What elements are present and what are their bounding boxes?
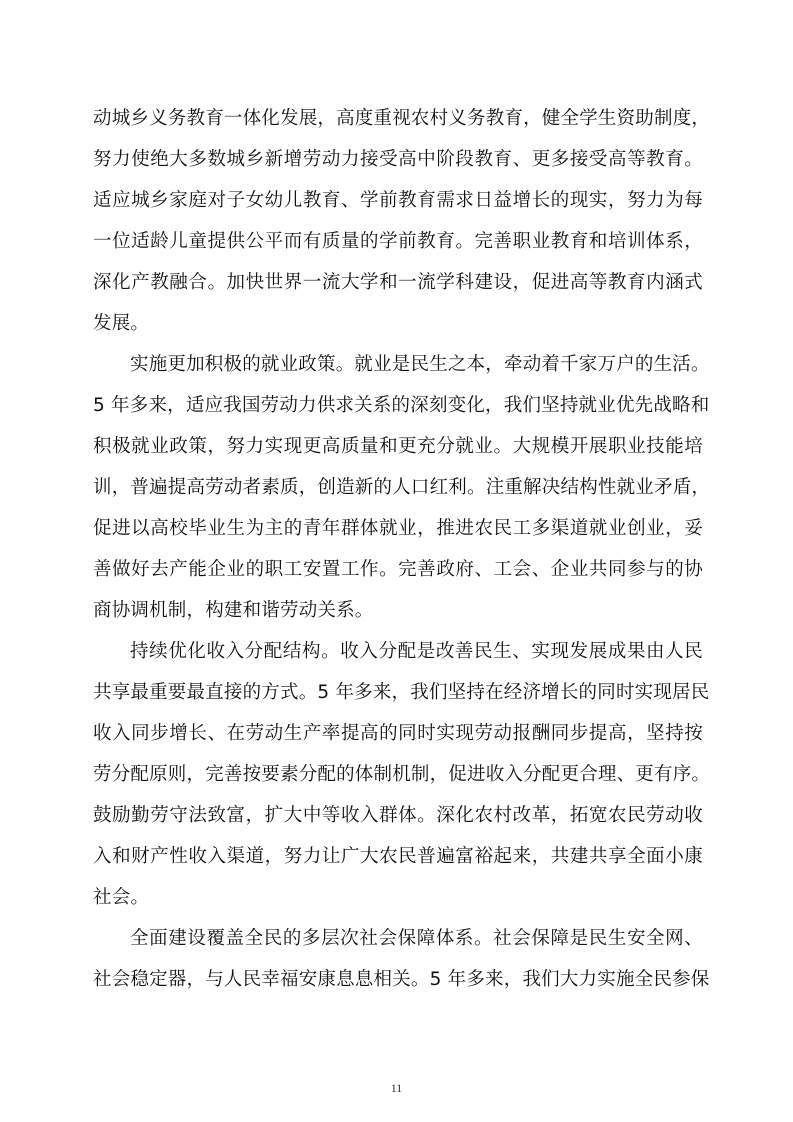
text-line: 发展。	[93, 313, 150, 334]
document-body	[93, 98, 711, 1000]
paragraph-first-line: 持续优化收入分配结构。收入分配是改善民生、实现发展成果由人民	[130, 641, 703, 662]
text-line: 商协调机制，构建和谐劳动关系。	[93, 600, 374, 621]
text-line: 训，普遍提高劳动者素质，创造新的人口红利。注重解决结构性就业矛盾，	[93, 477, 711, 498]
text-line: 入和财产性收入渠道，努力让广大农民普遍富裕起来，共建共享全面小康	[93, 846, 703, 867]
text-line: 深化产教融合。加快世界一流大学和一流学科建设，促进高等教育内涵式	[93, 272, 703, 293]
text-line: 5 年多来，适应我国劳动力供求关系的深刻变化，我们坚持就业优先战略和	[93, 395, 710, 416]
text-line: 动城乡义务教育一体化发展，高度重视农村义务教育，健全学生资助制度，	[93, 108, 711, 129]
text-line: 收入同步增长、在劳动生产率提高的同时实现劳动报酬同步提高，坚持按	[93, 723, 703, 744]
text-line: 共享最重要最直接的方式。5 年多来，我们坚持在经济增长的同时实现居民	[93, 682, 710, 703]
text-line: 适应城乡家庭对子女幼儿教育、学前教育需求日益增长的现实，努力为每	[93, 190, 703, 211]
text-line: 社会稳定器，与人民幸福安康息息相关。5 年多来，我们大力实施全民参保	[93, 969, 710, 990]
paragraph-first-line: 实施更加积极的就业政策。就业是民生之本，牵动着千家万户的生活。	[130, 354, 710, 375]
text-line: 一位适龄儿童提供公平而有质量的学前教育。完善职业教育和培训体系，	[93, 231, 703, 252]
text-line: 善做好去产能企业的职工安置工作。完善政府、工会、企业共同参与的协	[93, 559, 703, 580]
text-line: 社会。	[93, 887, 150, 908]
text-line: 劳分配原则，完善按要素分配的体制机制，促进收入分配更合理、更有序。	[93, 764, 711, 785]
text-line: 积极就业政策，努力实现更高质量和更充分就业。大规模开展职业技能培	[93, 436, 703, 457]
page-number: 11	[390, 1081, 403, 1095]
paragraph-first-line: 全面建设覆盖全民的多层次社会保障体系。社会保障是民生安全网、	[130, 928, 703, 949]
text-line: 鼓励勤劳守法致富，扩大中等收入群体。深化农村改革，拓宽农民劳动收	[93, 805, 703, 826]
text-line: 促进以高校毕业生为主的青年群体就业，推进农民工多渠道就业创业，妥	[93, 518, 703, 539]
text-line: 努力使绝大多数城乡新增劳动力接受高中阶段教育、更多接受高等教育。	[93, 149, 703, 170]
